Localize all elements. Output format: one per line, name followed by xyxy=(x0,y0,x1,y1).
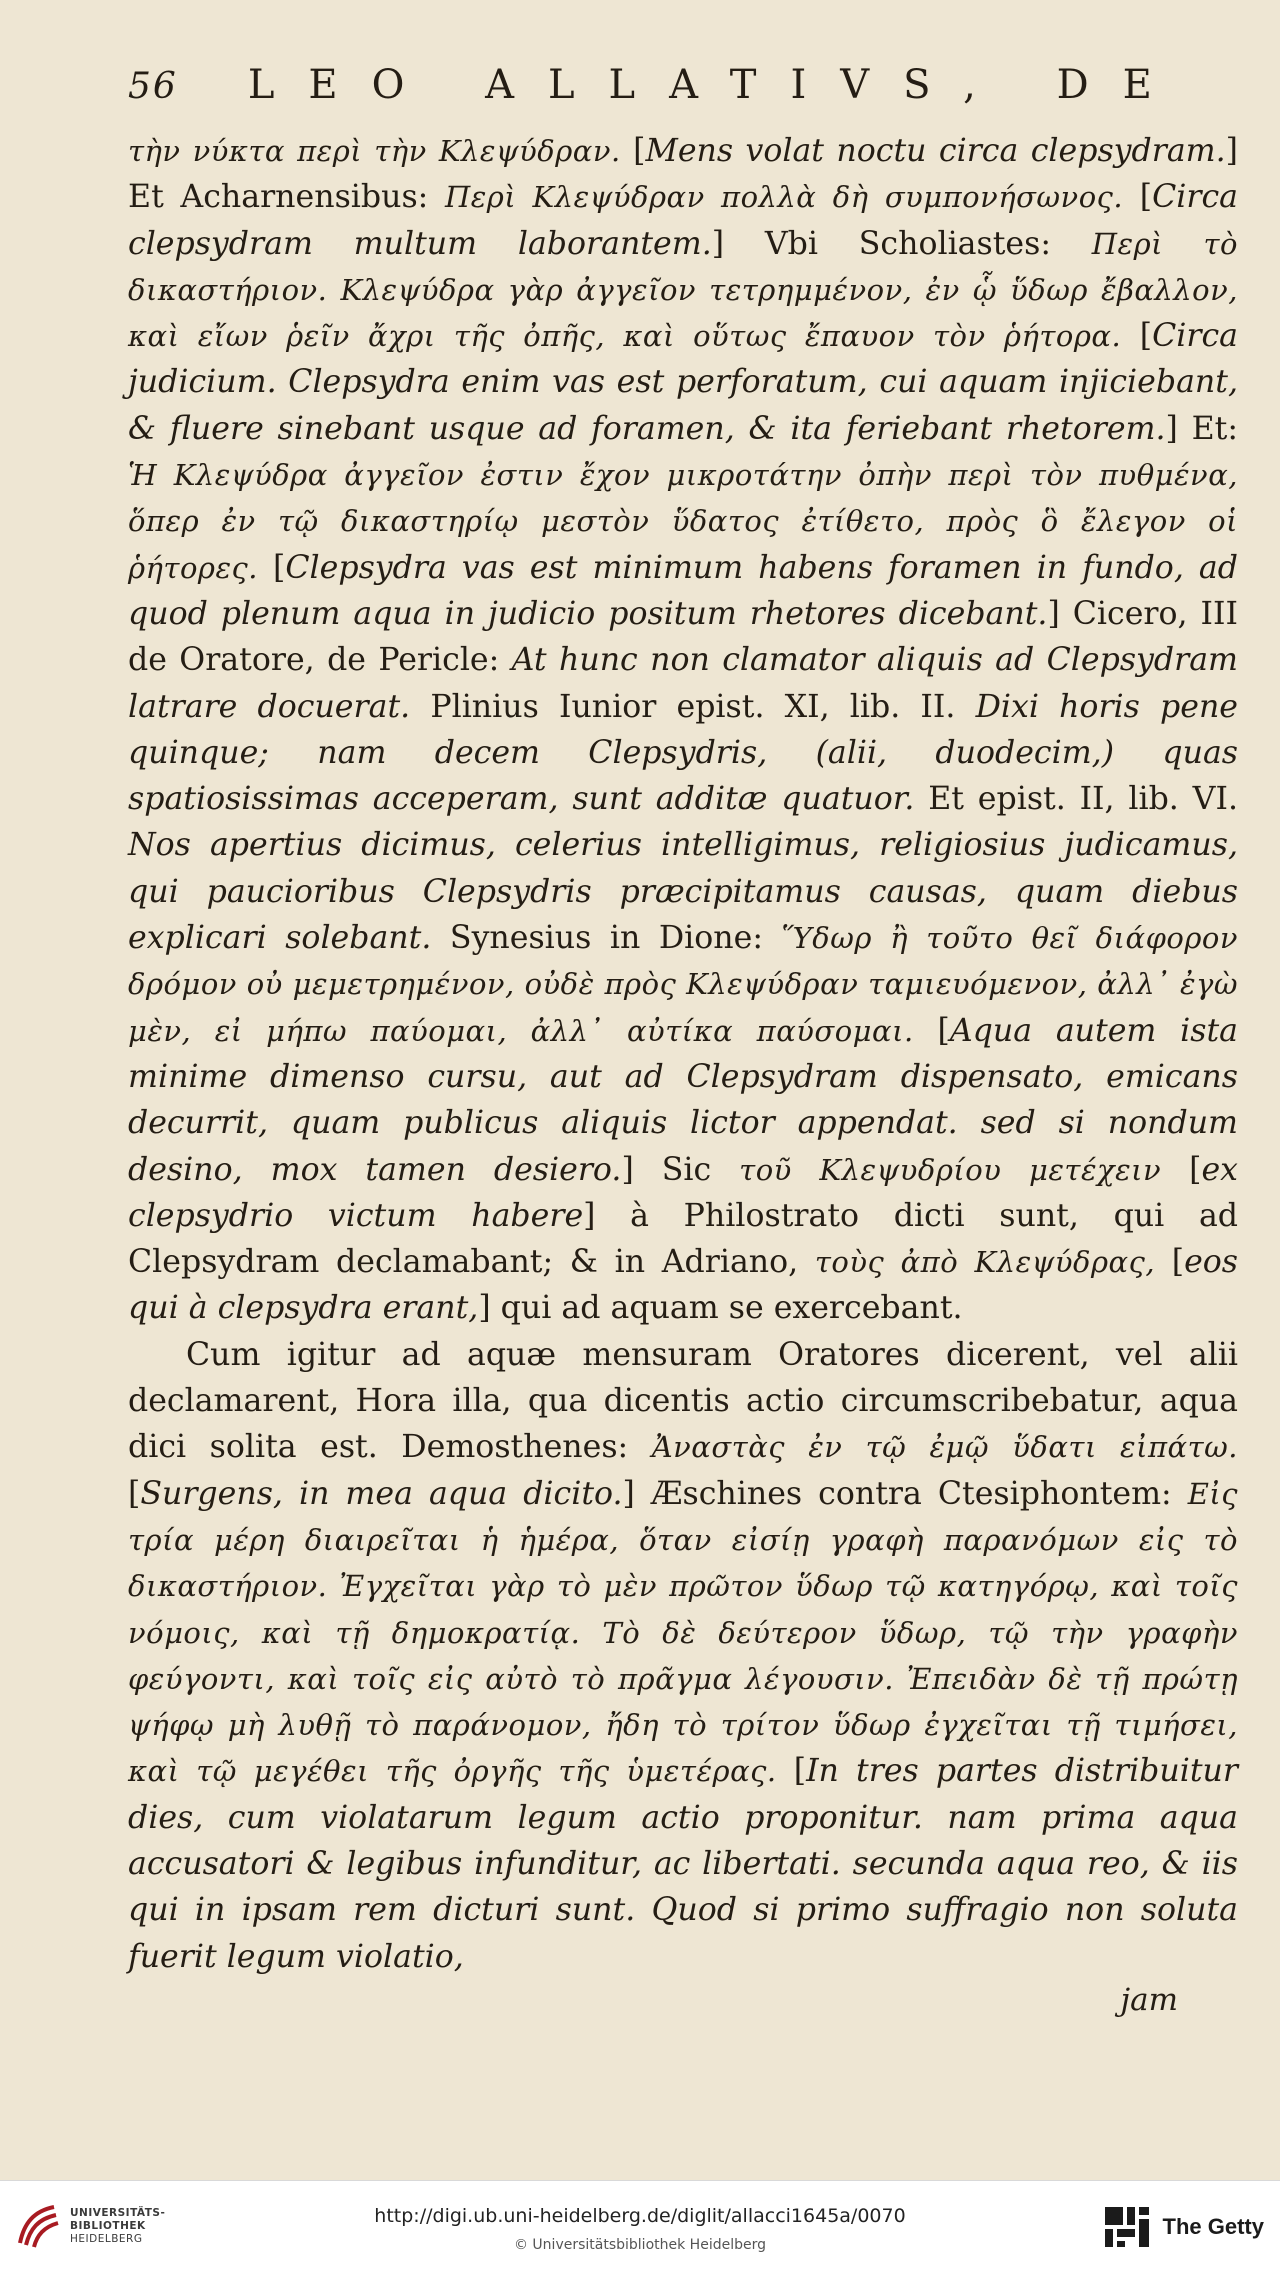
text-run: Et epist. II, lib. VI. xyxy=(914,781,1238,818)
library-name-line1: UNIVERSITÄTS- xyxy=(70,2206,166,2219)
text-run: [ xyxy=(776,1753,807,1790)
text-run: ] Et Acharnensibus: xyxy=(128,133,1238,216)
library-name-line2: BIBLIOTHEK xyxy=(70,2219,146,2232)
greek-quotation: τὴν νύκτα περὶ τὴν Κλεψύδραν. xyxy=(128,134,621,168)
greek-quotation: Περὶ Κλεψύδραν πολλὰ δὴ συμπονήσωνος. xyxy=(444,180,1124,215)
running-title: LEO ALLATIVS, DE xyxy=(247,62,1186,108)
greek-quotation: Περὶ τὸ δικαστήριον. Κλεψύδρα γὰρ ἀγγεῖον τετρημμένον, ἐν ᾧ ὕδωρ ἔβαλλον, καὶ εἴων ῥεῖν ἄχρι τῆς ὀπῆς, καὶ οὕτως ἔπαυον τὸν ῥήτορα. xyxy=(128,226,1238,354)
body-text xyxy=(128,128,1238,1980)
latin-translation: eos qui à clepsydra erant, xyxy=(128,1244,1238,1327)
text-run: ] à Philostrato dicti sunt, qui ad Clepsydram declamabant; & in Adriano, xyxy=(128,1197,1239,1281)
greek-quotation: Εἰς τρία μέρη διαιρεῖται ἡ ἡμέρα, ὅταν εἰσίῃ γραφὴ παρανόμων εἰς τὸ δικαστήριον. Ἐγχεῖται γὰρ τὸ μὲν πρῶτον ὕδωρ τῷ κατηγόρῳ, καὶ τοῖς νόμοις, καὶ τῇ δημοκρατίᾳ. Τὸ δὲ δεύτερον ὕδωρ, τῷ τὴν γραφὴν φεύγοντι, καὶ τοῖς εἰς αὐτὸ τὸ πρᾶγμα λέγουσιν. Ἐπειδὰν δὲ τῇ πρώτῃ ψήφῳ μὴ λυθῇ τὸ παράνομον, ἤδη τὸ τρίτον ὕδωρ ἐγχεῖται τῇ τιμήσει, καὶ τῷ μεγέθει τῆς ὀργῆς τῆς ὑμετέρας. xyxy=(128,1476,1239,1789)
latin-translation: Dixi horis pene quinque; nam decem Clepsydris, (alii, duodecim,) quas spatiosissimas acceperam, sunt additæ quatuor. xyxy=(128,688,1238,818)
latin-translation: Nos apertius dicimus, celerius intelligimus, religiosius judicamus, qui paucioribus Clepsydris præcipitamus causas, quam diebus explicari solebant. xyxy=(128,827,1238,957)
text-run: ] Cicero, III de Oratore, de Pericle: xyxy=(128,595,1238,679)
paragraph xyxy=(128,128,1238,1332)
text-run: ] qui ad aquam se exercebant. xyxy=(478,1290,963,1327)
page-url-link[interactable]: http://digi.ub.uni-heidelberg.de/diglit/allacci1645a/0070 xyxy=(374,2205,906,2227)
text-run: Plinius Iunior epist. XI, lib. II. xyxy=(410,688,976,725)
latin-translation: Surgens, in mea aqua dicito. xyxy=(140,1475,623,1512)
greek-quotation: τοῦ Κλεψυδρίου μετέχειν xyxy=(739,1152,1162,1187)
latin-translation: In tres partes distribuitur dies, cum violatarum legum actio proponitur. nam prima aqua accusatori & legibus infunditur, ac libertati. secunda aqua reo, & iis qui in ipsam rem dicturi sunt. Quod si primo suffragio non soluta fuerit legum violatio, xyxy=(128,1753,1238,1975)
text-run: ] Sic xyxy=(621,1151,740,1188)
text-run: [ xyxy=(913,1012,950,1049)
latin-translation: Aqua autem ista minime dimenso cursu, aut ad Clepsydram dispensato, emicans decurrit, quam publicus aliquis lictor appendat. sed si nondum desino, mox tamen desiero. xyxy=(128,1012,1238,1188)
text-run: Cum igitur ad aquæ mensuram Oratores dicerent, vel alii declamarent, Hora illa, qua dicentis actio circumscribebatur, aqua dici solita est. Demosthenes: xyxy=(128,1336,1238,1466)
getty-logo-icon xyxy=(1103,2203,1151,2251)
viewer-footer xyxy=(0,2180,1280,2271)
text-run: [ xyxy=(1161,1151,1202,1188)
page-number: 56 xyxy=(128,66,178,107)
latin-translation: Clepsydra vas est minimum habens foramen in fundo, ad quod plenum aqua in judicio positum rhetores dicebant. xyxy=(128,549,1238,632)
latin-translation: Circa clepsydram multum laborantem. xyxy=(128,179,1238,262)
catchword: jam xyxy=(1120,1981,1178,2018)
text-run: ] Vbi Scholiastes: xyxy=(711,225,1092,262)
partner-name: The Getty xyxy=(1162,2214,1264,2239)
text-run: ] Et: xyxy=(1165,410,1238,447)
text-run: Synesius in Dione: xyxy=(431,920,782,957)
text-run: ] Æschines contra Ctesiphontem: xyxy=(622,1475,1188,1512)
copyright-notice: © Universitätsbibliothek Heidelberg xyxy=(513,2237,766,2253)
text-run: [ xyxy=(1123,179,1153,216)
greek-quotation: Ἀναστὰς ἐν τῷ ἐμῷ ὕδατι εἰπάτω. xyxy=(651,1430,1239,1465)
page-content xyxy=(128,62,1238,2018)
latin-translation: At hunc non clamator aliquis ad Clepsydram latrare docuerat. xyxy=(128,642,1239,725)
paragraph xyxy=(128,1332,1238,1980)
greek-quotation: Ἡ Κλεψύδρα ἀγγεῖον ἐστιν ἔχον μικροτάτην ὀπὴν περὶ τὸν πυθμένα, ὅπερ ἐν τῷ δικαστηρίῳ μεστὸν ὕδατος ἐτίθετο, πρὸς ὃ ἔλεγον οἱ ῥήτορες. xyxy=(128,458,1238,585)
text-run: [ xyxy=(620,133,646,169)
greek-quotation: τοὺς ἀπὸ Κλεψύδρας, xyxy=(814,1245,1156,1280)
partner-logo[interactable] xyxy=(1103,2203,1264,2251)
greek-quotation: Ὕδωρ ἢ τοῦτο θεῖ διάφορον δρόμον οὐ μεμετρημένον, οὐδὲ πρὸς Κλεψύδραν ταμιευόμενον, ἀλλ᾽ ἐγὼ μὲν, εἰ μήπω παύομαι, ἀλλ᾽ αὐτίκα παύσομαι. xyxy=(128,921,1238,1048)
text-run: [ xyxy=(1155,1244,1185,1281)
text-run: [ xyxy=(1121,318,1153,355)
latin-translation: Circa judicium. Clepsydra enim vas est perforatum, cui aquam injiciebant, & fluere sinebant usque ad foramen, & ita feriebant rhetorem. xyxy=(128,318,1239,447)
page-header xyxy=(128,62,1238,122)
library-name-line3: HEIDELBERG xyxy=(70,2232,143,2245)
text-run: [ xyxy=(258,549,286,586)
latin-translation: ex clepsydrio victum habere xyxy=(128,1151,1238,1234)
text-run: [ xyxy=(128,1475,141,1512)
latin-translation: Mens volat noctu circa clepsydram. xyxy=(645,133,1226,169)
